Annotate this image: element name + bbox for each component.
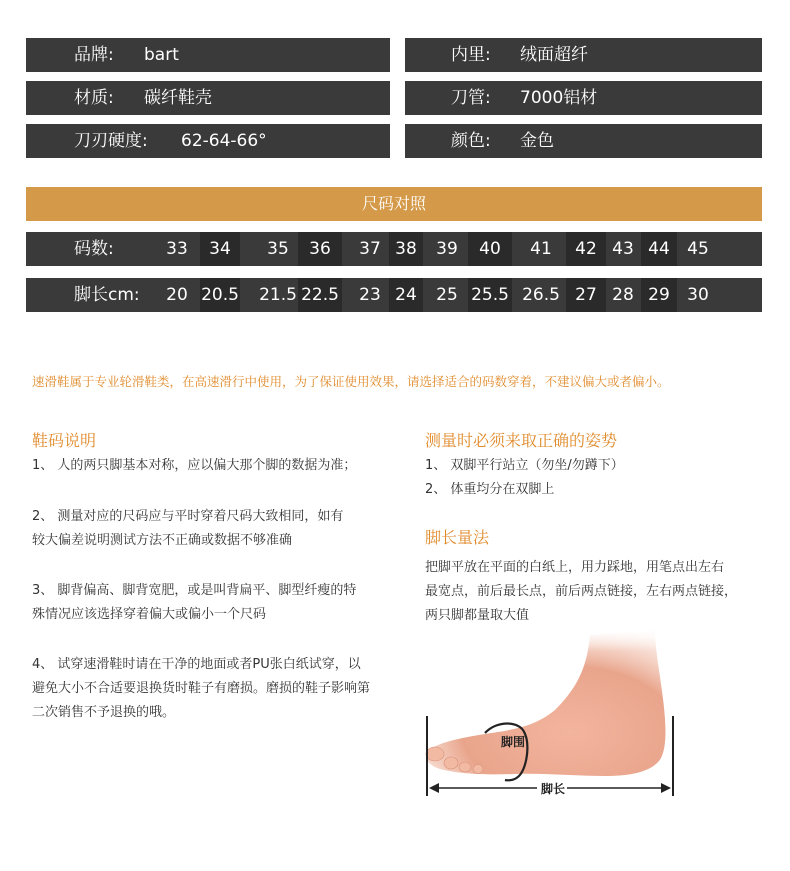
- posture-list: [425, 454, 775, 502]
- spec-value: bart: [144, 45, 179, 65]
- size-row: [26, 232, 762, 266]
- posture-heading: 测量时必须来取正确的姿势: [425, 431, 618, 450]
- spec-lining: [405, 38, 762, 72]
- method-heading: 脚长量法: [425, 528, 490, 547]
- size-cell: 43: [612, 239, 634, 259]
- size-cell: 39: [436, 239, 458, 259]
- spec-label: 刀管:: [451, 88, 491, 108]
- size-note-3: [32, 579, 402, 627]
- size-note-2: [32, 505, 402, 553]
- size-note-line: 较大偏差说明测试方法不正确或数据不够准确: [32, 533, 293, 548]
- spec-brand: [26, 38, 390, 72]
- spec-tube: [405, 81, 762, 115]
- size-note-line: 避免大小不合适要退换货时鞋子有磨损。磨损的鞋子影响第: [32, 681, 371, 696]
- toe-shape: [459, 762, 471, 772]
- toe-shape: [473, 765, 483, 774]
- method-line: 两只脚都量取大值: [425, 608, 530, 623]
- spec-value: 碳纤鞋壳: [144, 88, 212, 108]
- size-cell: 42: [566, 232, 606, 266]
- size-note-line: 殊情况应该选择穿着偏大或偏小一个尺码: [32, 607, 267, 622]
- size-note-4: [32, 653, 402, 725]
- size-row-label: 码数:: [74, 239, 114, 259]
- size-chart-title: 尺码对照: [26, 187, 762, 221]
- size-cell: 40: [468, 232, 512, 266]
- spec-label: 颜色:: [451, 131, 491, 151]
- length-cell: 22.5: [298, 278, 342, 312]
- spec-hardness: [26, 124, 390, 158]
- spec-label: 内里:: [451, 45, 491, 65]
- spec-value: 金色: [520, 131, 554, 151]
- girth-label: 脚围: [501, 735, 526, 749]
- spec-label: 品牌:: [74, 45, 114, 65]
- arrow-head-left: [429, 783, 439, 793]
- length-cell: 28: [612, 285, 634, 305]
- size-note-line: 1、 人的两只脚基本对称，应以偏大那个脚的数据为准；: [32, 458, 357, 473]
- toe-shape: [426, 747, 444, 761]
- length-cell: 26.5: [522, 285, 560, 305]
- size-cell: 45: [687, 239, 709, 259]
- notice-text: 速滑鞋属于专业轮滑鞋类，在高速滑行中使用，为了保证使用效果，请选择适合的码数穿着，不建议偏大或者偏小。: [32, 374, 670, 389]
- method-text: [425, 556, 775, 628]
- length-cell: 20: [166, 285, 188, 305]
- posture-item: 1、 双脚平行站立（勿坐/勿蹲下）: [425, 458, 624, 473]
- size-cell: 38: [389, 232, 423, 266]
- spec-label: 材质:: [74, 88, 114, 108]
- length-row: [26, 278, 762, 312]
- method-line: 把脚平放在平面的白纸上，用力踩地，用笔点出左右: [425, 560, 725, 575]
- size-note-line: 2、 测量对应的尺码应与平时穿着尺码大致相同，如有: [32, 509, 344, 524]
- spec-value: 绒面超纤: [520, 45, 588, 65]
- size-cell: 36: [298, 232, 342, 266]
- spec-color: [405, 124, 762, 158]
- posture-item: 2、 体重均分在双脚上: [425, 482, 555, 497]
- toe-shape: [444, 757, 458, 769]
- foot-measure-diagram: [415, 630, 685, 805]
- size-cell: 44: [641, 232, 677, 266]
- length-cell: 25.5: [468, 278, 512, 312]
- length-label: 脚长: [541, 782, 566, 796]
- size-notes-heading: 鞋码说明: [32, 431, 97, 450]
- method-line: 最宽点，前后最长点，前后两点链接，左右两点链接，: [425, 584, 738, 599]
- length-cell: 20.5: [200, 278, 240, 312]
- length-cell: 30: [687, 285, 709, 305]
- length-cell: 25: [436, 285, 458, 305]
- arrow-head-right: [661, 783, 671, 793]
- size-note-1: [32, 454, 402, 478]
- size-notes: [32, 454, 402, 725]
- size-cell: 34: [200, 232, 240, 266]
- size-cell: 35: [267, 239, 289, 259]
- size-cell: 37: [359, 239, 381, 259]
- size-cell: 33: [166, 239, 188, 259]
- spec-value: 62-64-66°: [181, 131, 267, 151]
- length-cell: 23: [359, 285, 381, 305]
- size-note-line: 3、 脚背偏高、脚背宽肥，或是叫背扁平、脚型纤瘦的特: [32, 583, 357, 598]
- length-cell: 29: [641, 278, 677, 312]
- length-cell: 21.5: [259, 285, 297, 305]
- spec-material: [26, 81, 390, 115]
- size-note-line: 4、 试穿速滑鞋时请在干净的地面或者PU张白纸试穿，以: [32, 657, 361, 672]
- spec-label: 刀刃硬度:: [74, 131, 148, 151]
- spec-value: 7000铝材: [520, 88, 598, 108]
- length-cell: 27: [566, 278, 606, 312]
- length-cell: 24: [389, 278, 423, 312]
- size-note-line: 二次销售不予退换的哦。: [32, 705, 176, 720]
- length-row-label: 脚长cm:: [74, 285, 140, 305]
- size-cell: 41: [530, 239, 552, 259]
